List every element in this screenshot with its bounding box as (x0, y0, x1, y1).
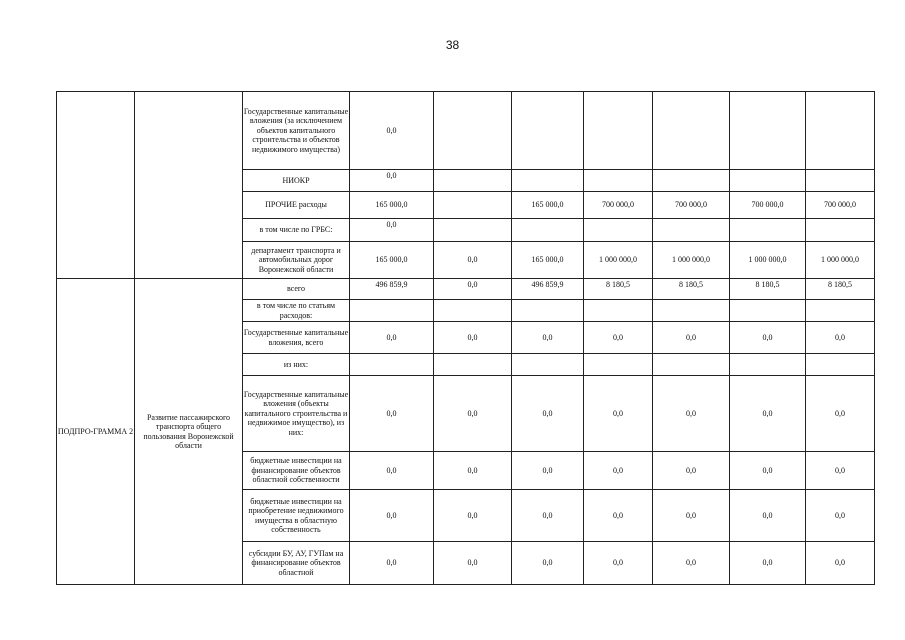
value-cell (512, 354, 584, 376)
budget-table (56, 91, 875, 585)
expense-label-cell: в том числе по статьям расходов: (243, 300, 350, 322)
value-cell: 0,0 (653, 490, 730, 542)
value-cell: 1 000 000,0 (730, 242, 806, 279)
value-cell: 0,0 (512, 376, 584, 452)
value-cell: 0,0 (434, 452, 512, 490)
value-cell: 0,0 (806, 542, 875, 585)
value-cell: 165 000,0 (350, 242, 434, 279)
value-cell: 0,0 (584, 542, 653, 585)
table-row (57, 279, 875, 300)
value-cell (653, 92, 730, 170)
value-cell (806, 354, 875, 376)
value-cell: 700 000,0 (584, 192, 653, 219)
value-cell: 0,0 (730, 322, 806, 354)
value-cell (350, 300, 434, 322)
value-cell (653, 300, 730, 322)
expense-label-cell: субсидии БУ, АУ, ГУПам на финансирование объектов областной (243, 542, 350, 585)
value-cell: 0,0 (730, 542, 806, 585)
expense-label-cell: Государственные капитальные вложения (объекты капитального строительства и недвижимое имущество), из них: (243, 376, 350, 452)
value-cell: 0,0 (350, 92, 434, 170)
table-row (57, 92, 875, 170)
value-cell: 0,0 (350, 219, 434, 242)
expense-label-cell: бюджетные инвестиции на финансирование объектов областной собственности (243, 452, 350, 490)
value-cell: 0,0 (584, 452, 653, 490)
value-cell (512, 219, 584, 242)
value-cell: 0,0 (806, 490, 875, 542)
value-cell: 0,0 (806, 452, 875, 490)
value-cell (653, 219, 730, 242)
subprogram-code-cell: ПОДПРО-ГРАММА 2 (57, 279, 135, 585)
value-cell: 0,0 (434, 542, 512, 585)
value-cell: 1 000 000,0 (806, 242, 875, 279)
value-cell: 0,0 (434, 322, 512, 354)
expense-label-cell: Государственные капитальные вложения (за исключением объектов капитального строительства и объектов недвижимого имущества) (243, 92, 350, 170)
value-cell (512, 92, 584, 170)
value-cell: 0,0 (584, 490, 653, 542)
value-cell: 0,0 (730, 452, 806, 490)
value-cell (434, 92, 512, 170)
value-cell: 496 859,9 (350, 279, 434, 300)
value-cell (730, 92, 806, 170)
value-cell: 165 000,0 (350, 192, 434, 219)
value-cell: 0,0 (434, 376, 512, 452)
value-cell: 165 000,0 (512, 192, 584, 219)
value-cell (584, 92, 653, 170)
value-cell: 8 180,5 (584, 279, 653, 300)
value-cell: 0,0 (730, 376, 806, 452)
expense-label-cell: ПРОЧИЕ расходы (243, 192, 350, 219)
value-cell (730, 170, 806, 192)
value-cell: 496 859,9 (512, 279, 584, 300)
value-cell (806, 170, 875, 192)
value-cell (730, 300, 806, 322)
value-cell (730, 219, 806, 242)
value-cell: 1 000 000,0 (584, 242, 653, 279)
value-cell: 8 180,5 (653, 279, 730, 300)
page-number: 38 (445, 38, 460, 52)
value-cell: 0,0 (512, 542, 584, 585)
value-cell (653, 354, 730, 376)
expense-label-cell: Государственные капитальные вложения, всего (243, 322, 350, 354)
value-cell: 0,0 (350, 170, 434, 192)
value-cell: 0,0 (584, 376, 653, 452)
value-cell (434, 192, 512, 219)
value-cell: 0,0 (350, 490, 434, 542)
value-cell (434, 300, 512, 322)
value-cell (434, 170, 512, 192)
value-cell (434, 219, 512, 242)
value-cell: 0,0 (434, 490, 512, 542)
value-cell (584, 354, 653, 376)
expense-label-cell: в том числе по ГРБС: (243, 219, 350, 242)
value-cell: 0,0 (653, 322, 730, 354)
value-cell: 0,0 (350, 542, 434, 585)
value-cell (730, 354, 806, 376)
value-cell (653, 170, 730, 192)
value-cell: 0,0 (512, 452, 584, 490)
value-cell: 0,0 (653, 452, 730, 490)
value-cell: 700 000,0 (653, 192, 730, 219)
value-cell: 165 000,0 (512, 242, 584, 279)
expense-label-cell: из них: (243, 354, 350, 376)
value-cell: 0,0 (434, 279, 512, 300)
value-cell (806, 92, 875, 170)
subprogram-title-cell: Развитие пассажирского транспорта общего пользования Воронежской области (135, 279, 243, 585)
expense-label-cell: департамент транспорта и автомобильных дорог Воронежской области (243, 242, 350, 279)
value-cell: 0,0 (730, 490, 806, 542)
value-cell (512, 170, 584, 192)
expense-label-cell: бюджетные инвестиции на приобретение недвижимого имущества в областную собственность (243, 490, 350, 542)
value-cell (350, 354, 434, 376)
value-cell: 0,0 (350, 322, 434, 354)
expense-label-cell: всего (243, 279, 350, 300)
value-cell (806, 300, 875, 322)
value-cell: 8 180,5 (730, 279, 806, 300)
value-cell: 0,0 (653, 542, 730, 585)
value-cell (806, 219, 875, 242)
value-cell: 8 180,5 (806, 279, 875, 300)
value-cell (434, 354, 512, 376)
value-cell: 0,0 (512, 490, 584, 542)
value-cell: 0,0 (512, 322, 584, 354)
program-title-cell (135, 92, 243, 279)
value-cell: 0,0 (350, 452, 434, 490)
value-cell (512, 300, 584, 322)
value-cell: 0,0 (350, 376, 434, 452)
value-cell (584, 300, 653, 322)
value-cell: 0,0 (434, 242, 512, 279)
program-code-cell (57, 92, 135, 279)
value-cell: 0,0 (584, 322, 653, 354)
value-cell: 0,0 (806, 322, 875, 354)
value-cell: 1 000 000,0 (653, 242, 730, 279)
value-cell: 700 000,0 (806, 192, 875, 219)
value-cell: 0,0 (653, 376, 730, 452)
value-cell: 700 000,0 (730, 192, 806, 219)
value-cell (584, 170, 653, 192)
value-cell (584, 219, 653, 242)
expense-label-cell: НИОКР (243, 170, 350, 192)
value-cell: 0,0 (806, 376, 875, 452)
